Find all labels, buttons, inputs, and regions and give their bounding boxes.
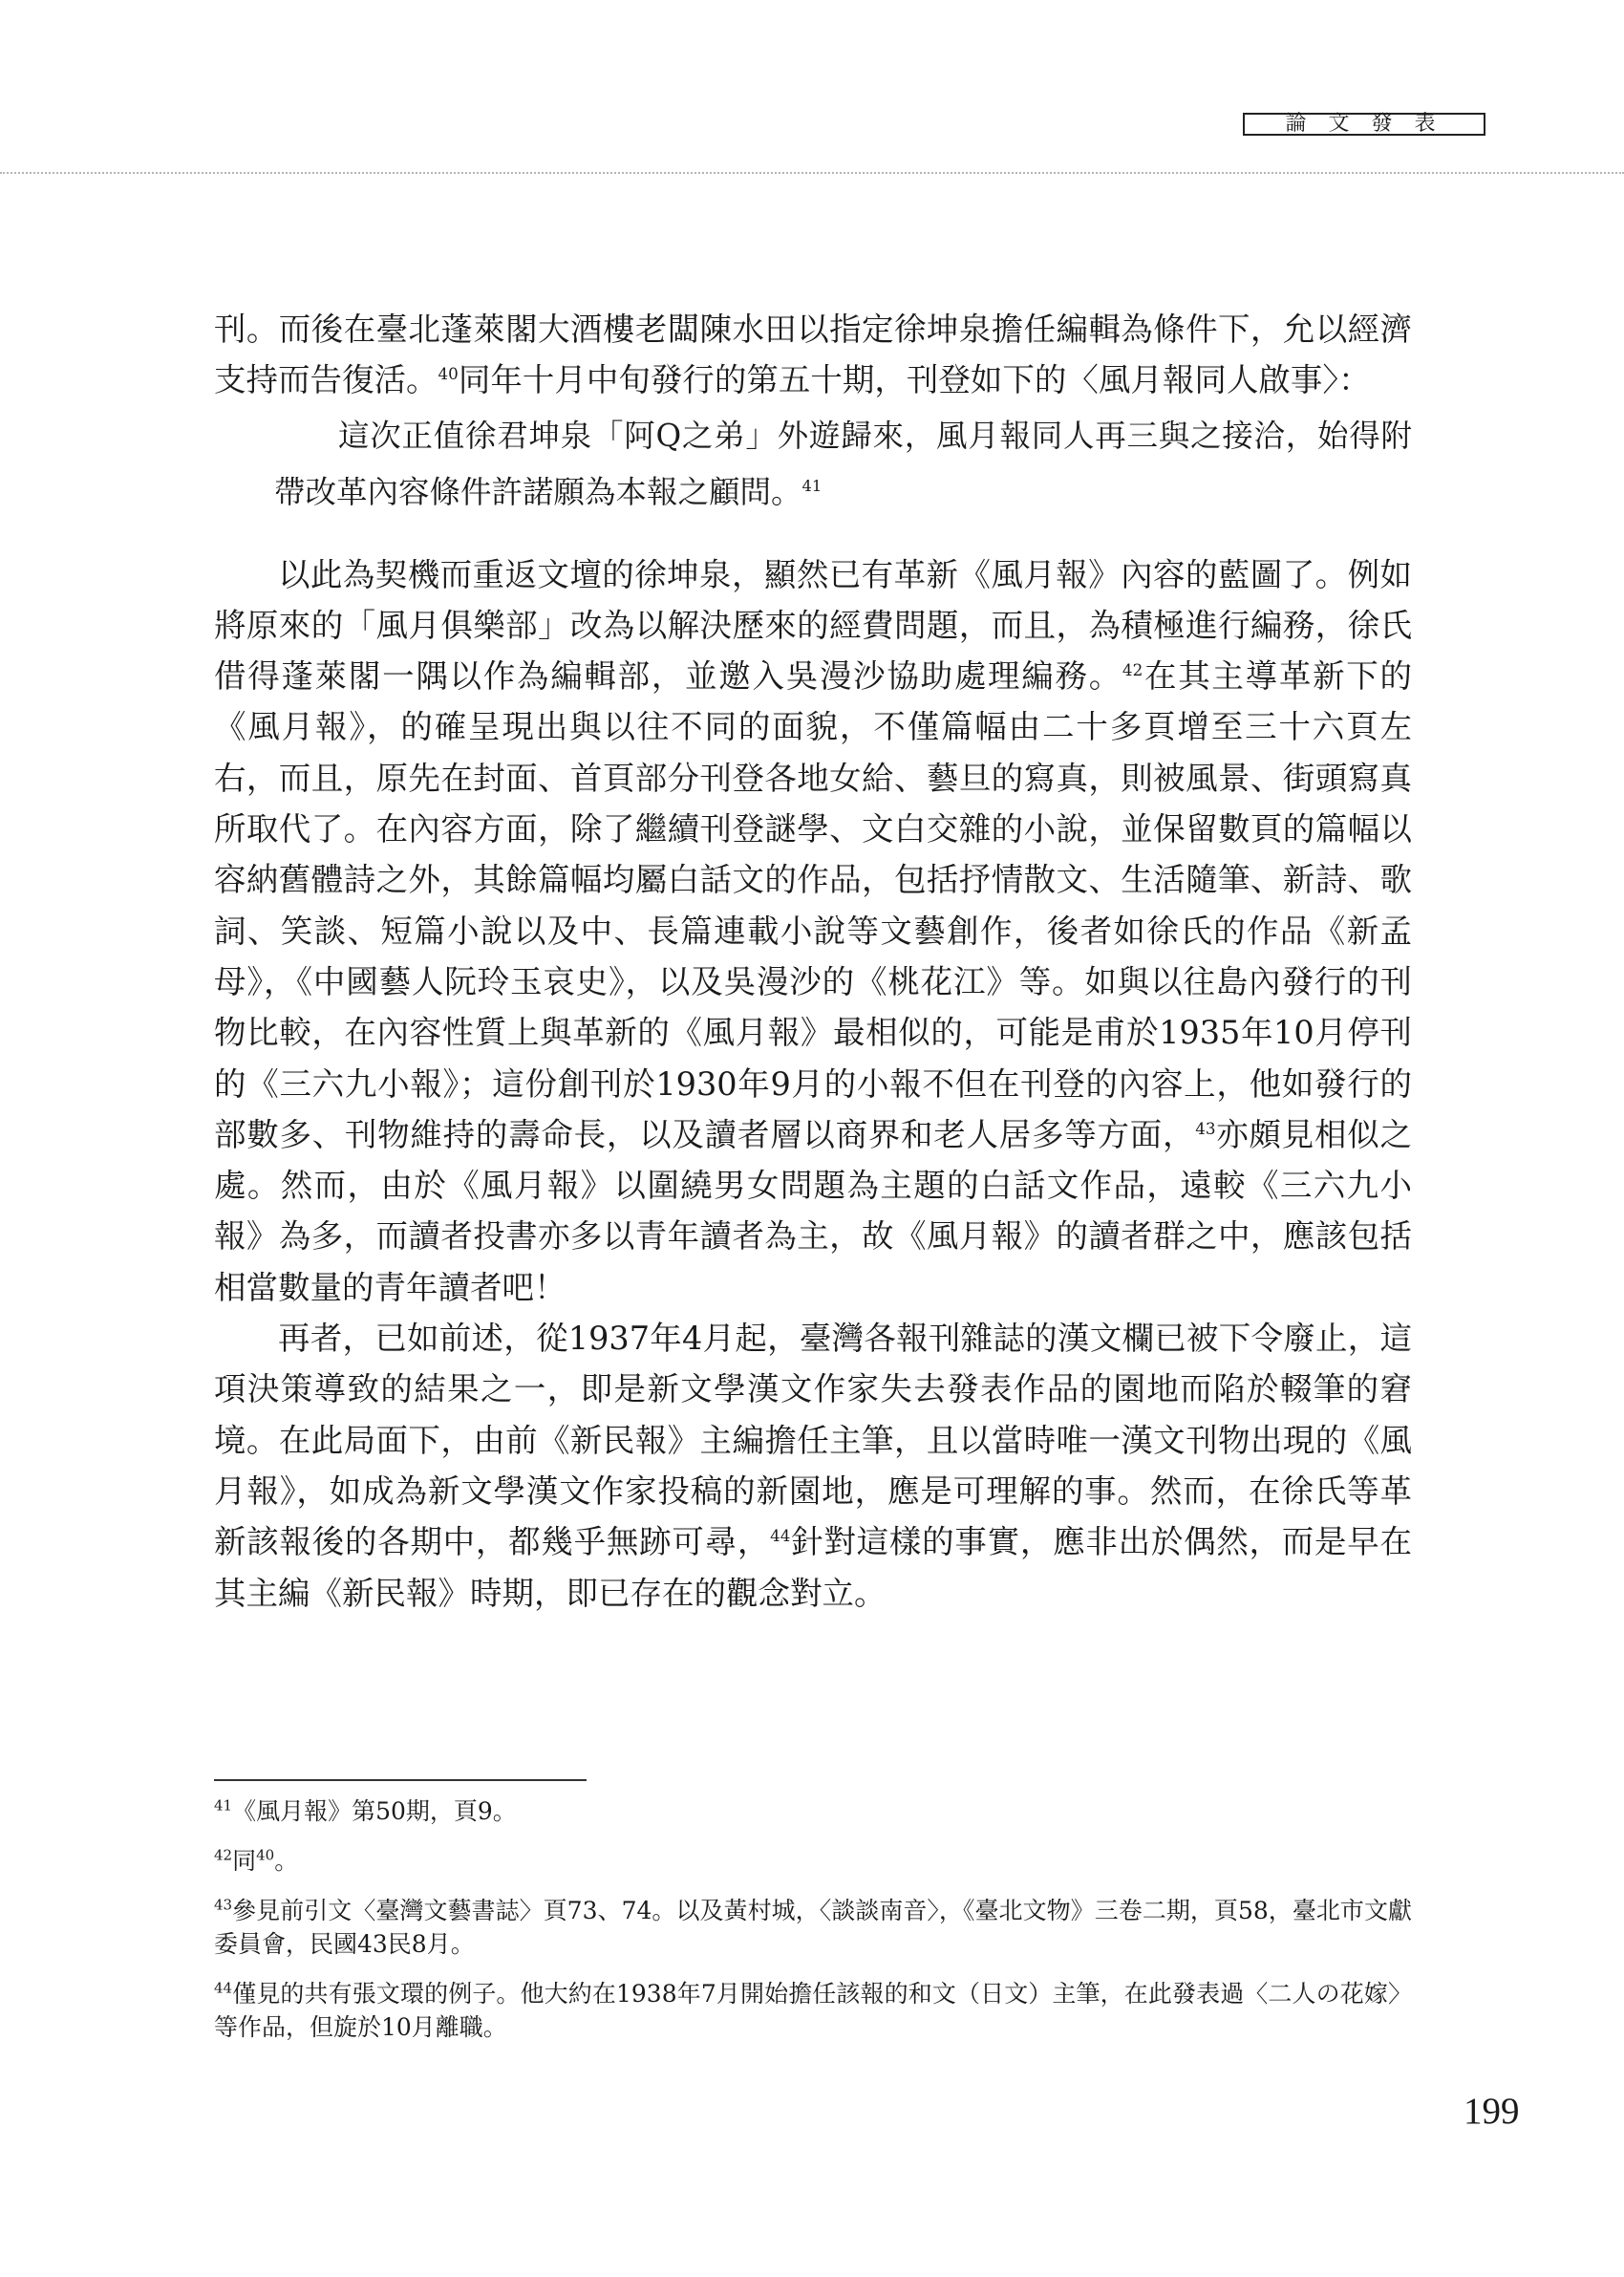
paragraph — [214, 1313, 1412, 1619]
paragraph-text: 同年十月中旬發行的第五十期，刊登如下的〈風月報同人啟事〉： — [458, 361, 1371, 399]
header-rule — [0, 172, 1624, 174]
paragraph-text: 刊。而後在臺北蓬萊閣大酒樓老闆陳水田以指定徐坤泉擔任編輯為條件下，允以經濟支持而告復活。 — [214, 311, 1412, 399]
footnote-number: 41 — [214, 1796, 233, 1815]
paragraph-text: 亦頗見相似之處。然而，由於《風月報》以圍繞男女問題為主題的白話文作品，遠較《三六九小報》為多，而讀者投書亦多以青年讀者為主，故《風月報》的讀者群之中，應該包括相當數量的青年讀者吧！ — [214, 1115, 1413, 1306]
footnote-text: 僅見的共有張文環的例子。他大約在1938年7月開始擔任該報的和文（日文）主筆，在此發表過〈二人の花嫁〉等作品，但旋於10月離職。 — [214, 1980, 1412, 2041]
quote-text — [214, 408, 1412, 521]
footnote-number: 42 — [214, 1846, 233, 1864]
footnote — [214, 1794, 1412, 1828]
paragraph-text: 針對這樣的事實，應非出於偶然，而是早在其主編《新民報》時期，即已存在的觀念對立。 — [214, 1523, 1413, 1612]
paragraph — [214, 304, 1412, 406]
footnote-text: 《風月報》第50期，頁9。 — [232, 1797, 517, 1825]
page-number: 199 — [1464, 2091, 1520, 2132]
paragraph-text: 再者，已如前述，從1937年4月起，臺灣各報刊雜誌的漢文欄已被下令廢止，這項決策導致的結果之一，即是新文學漢文作家失去發表作品的園地而陷於輟筆的窘境。在此局面下，由前《新民報》主編擔任主筆，且以當時唯一漢文刊物出現的《風月報》，如成為新文學漢文作家投稿的新園地，應是可理解的事。然而，在徐氏等革新該報後的各期中，都幾乎無跡可尋， — [214, 1320, 1412, 1561]
footnote-ref: 43 — [1195, 1118, 1216, 1138]
footnote — [214, 1977, 1412, 2044]
footnote-text: 同 — [232, 1847, 257, 1875]
footnote — [214, 1844, 1412, 1878]
footnote-text: 。 — [274, 1847, 299, 1875]
footnote — [214, 1894, 1412, 1961]
footnote-number: 43 — [214, 1896, 233, 1914]
footnote-ref: 40 — [256, 1846, 275, 1864]
article-body — [214, 304, 1412, 1619]
paragraph-text: 在其主導革新下的《風月報》，的確呈現出與以往不同的面貌，不僅篇幅由二十多頁增至三十六頁左右，而且，原先在封面、首頁部分刊登各地女給、藝旦的寫真，則被風景、街頭寫真所取代了。在內容方面，除了繼續刊登謎學、文白交雜的小說，並保留數頁的篇幅以容納舊體詩之外，其餘篇幅均屬白話文的作品，包括抒情散文、生活隨筆、新詩、歌詞、笑談、短篇小說以及中、長篇連載小說等文藝創作，後者如徐氏的作品《新孟母》，《中國藝人阮玲玉哀史》，以及吳漫沙的《桃花江》等。如與以往島內發行的刊物比較，在內容性質上與革新的《風月報》最相似的，可能是甫於1935年10月停刊的《三六九小報》；這份創刊於1930年9月的小報不但在刊登的內容上，他如發行的部數多、刊物維持的壽命長，以及讀者層以商界和老人居多等方面， — [214, 657, 1413, 1153]
paragraph — [214, 549, 1412, 1313]
footnote-text: 參見前引文〈臺灣文藝書誌〉頁73、74。以及黃村城，〈談談南音〉，《臺北文物》三卷二期，頁58，臺北市文獻委員會，民國43民8月。 — [214, 1897, 1412, 1958]
paragraph-text: 以此為契機而重返文壇的徐坤泉，顯然已有革新《風月報》內容的藍圖了。例如將原來的「風月俱樂部」改為以解決歷來的經費問題，而且，為積極進行編務，徐氏借得蓬萊閣一隅以作為編輯部，並邀入吳漫沙協助處理編務。 — [214, 555, 1412, 696]
block-quote — [214, 408, 1412, 521]
footnote-ref: 42 — [1122, 660, 1143, 680]
footnote-rule — [214, 1779, 587, 1781]
footnote-ref: 41 — [801, 476, 823, 495]
quote-body: 這次正值徐君坤泉「阿Q之弟」外遊歸來，風月報同人再三與之接洽，始得附帶改革內容條件許諾願為本報之顧問。 — [274, 417, 1412, 510]
footnote-ref: 44 — [770, 1526, 791, 1546]
section-label: 論 文 發 表 — [1243, 113, 1485, 136]
footnote-ref: 40 — [438, 364, 459, 384]
footnote-number: 44 — [214, 1979, 233, 1997]
footnotes — [214, 1794, 1412, 2060]
